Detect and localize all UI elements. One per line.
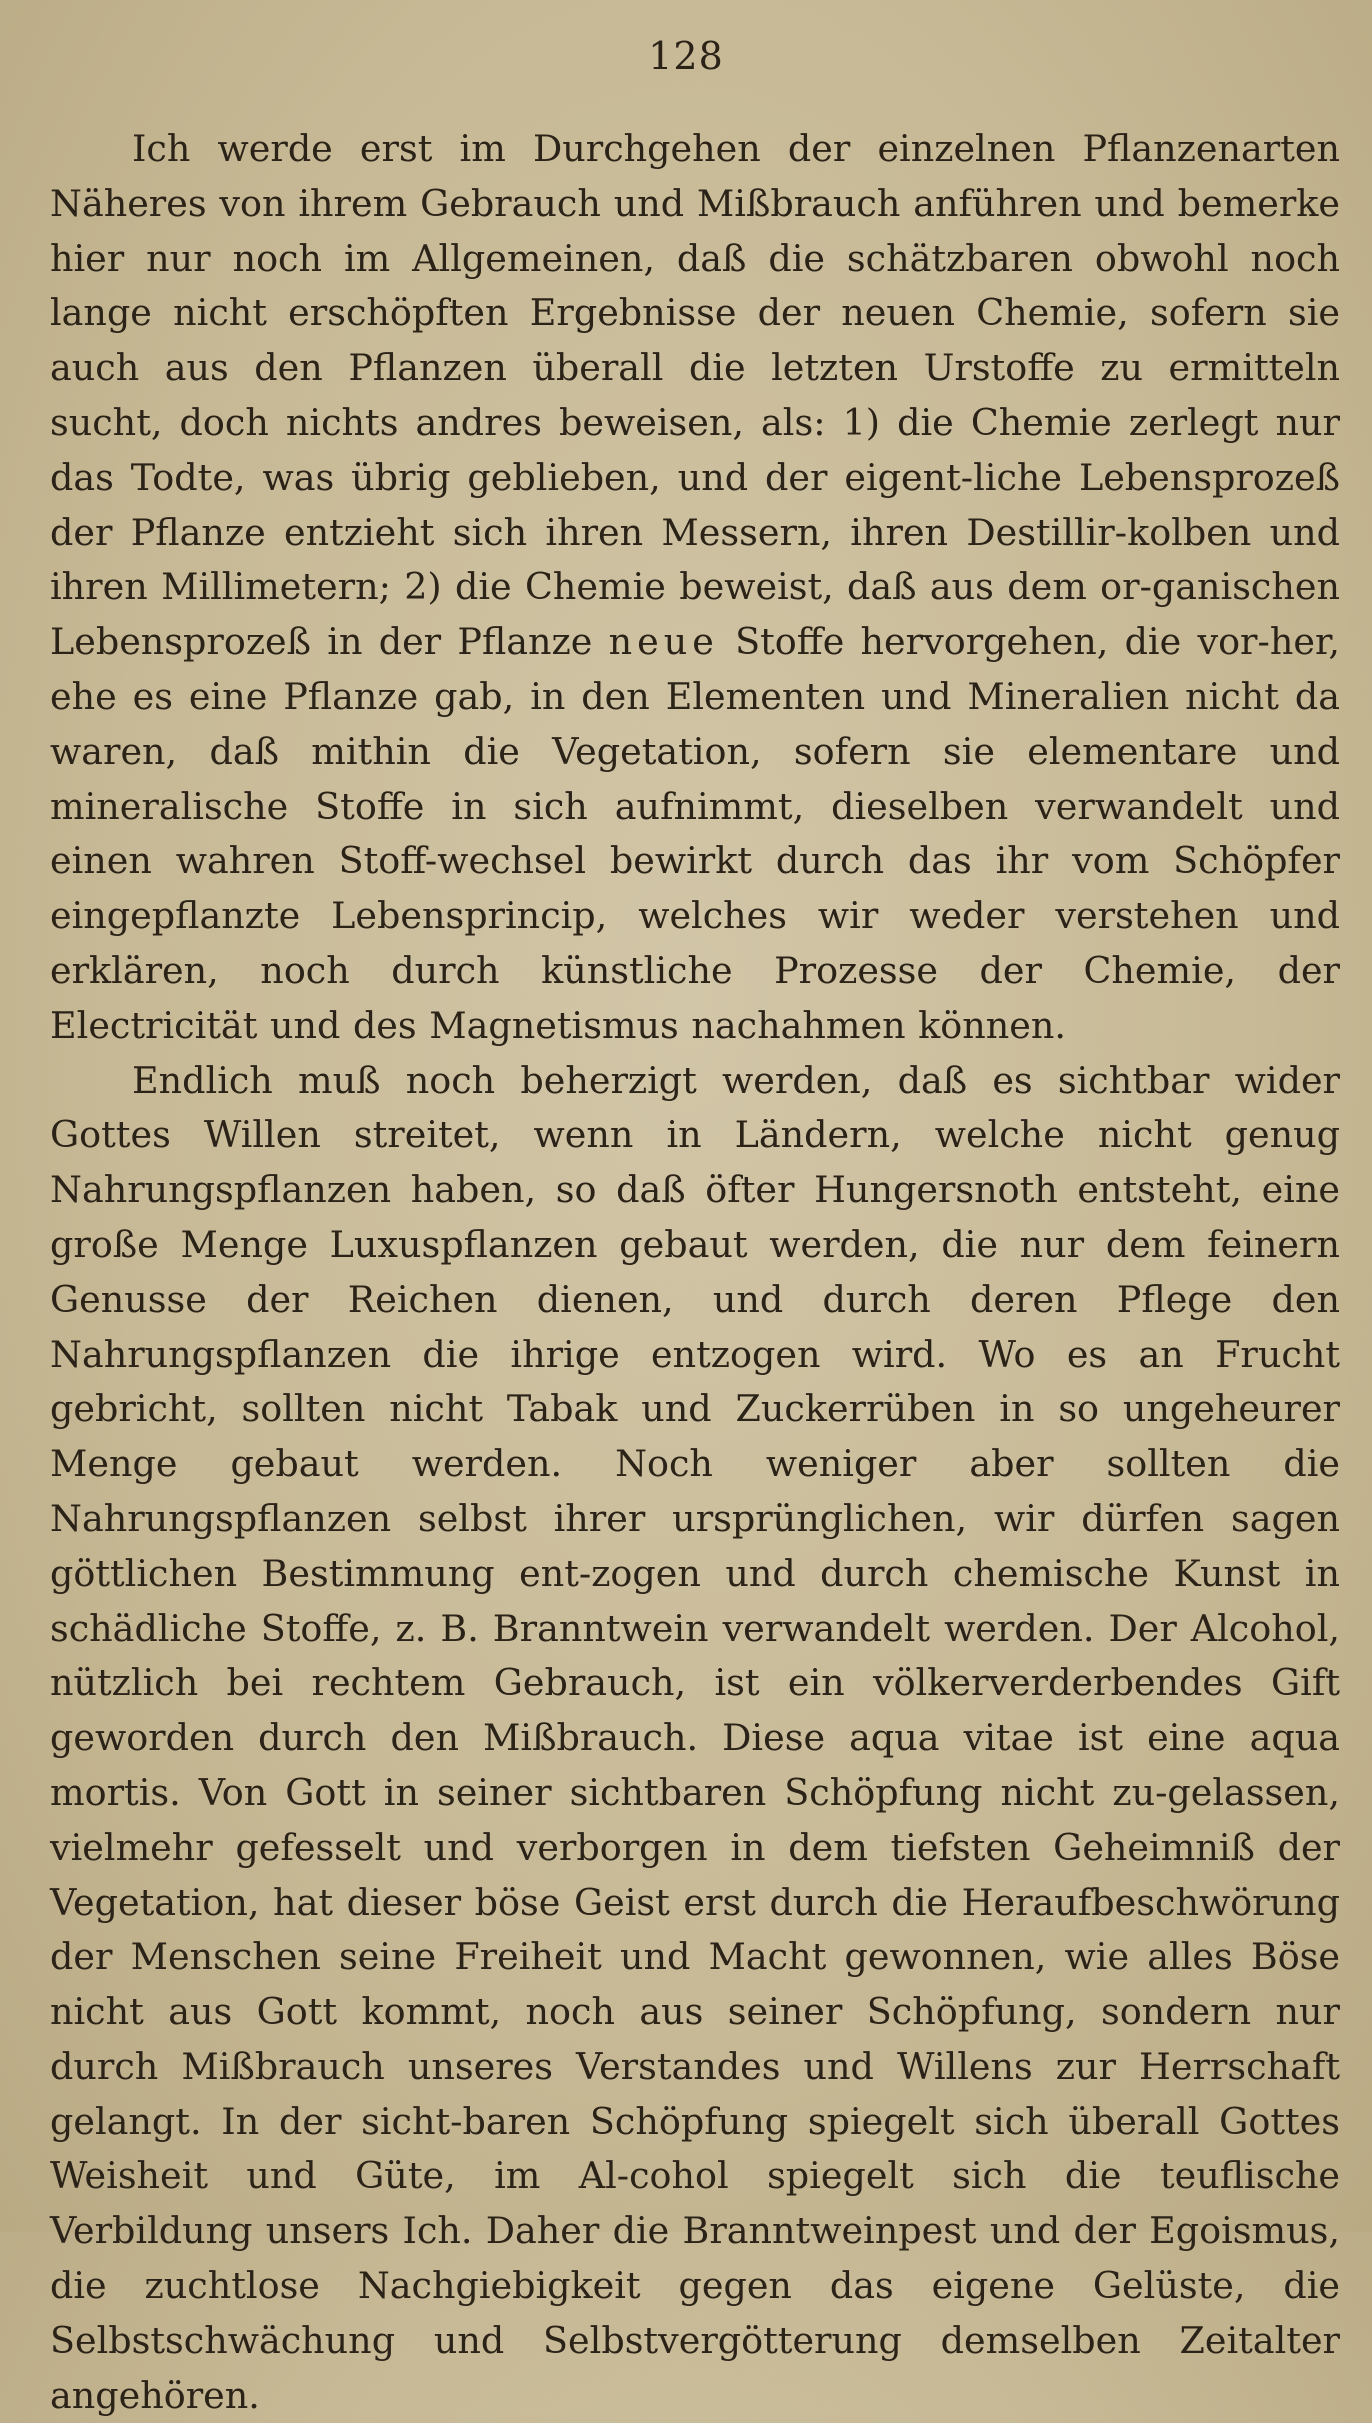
paragraph-1-text-b: Stoffe hervorgehen, die vor-her, ehe es eine Pflanze gab, in den Elementen und Mineralien nicht da waren, daß mithin die Vegetation, sofern sie elementare und mineralische Stoffe in sich aufnimmt, dieselben verwandelt und einen wahren Stoff-wechsel bewirkt durch das ihr vom Schöpfer eingepflanzte Lebensprincip, welches wir weder verstehen und erklären, noch durch künstliche Prozesse der Chemie, der Electricität und des Magnetismus nachahmen können. xyxy=(50,620,1340,1047)
paragraph-2 xyxy=(50,1054,1340,2423)
paragraph-1-text-a: Ich werde erst im Durchgehen der einzelnen Pflanzenarten Näheres von ihrem Gebrauch und Mißbrauch anführen und bemerke hier nur noch im Allgemeinen, daß die schätzbaren obwohl noch lange nicht erschöpften Ergebnisse der neuen Chemie, sofern sie auch aus den Pflanzen überall die letzten Urstoffe zu ermitteln sucht, doch nichts andres beweisen, als: 1) die Chemie zerlegt nur das Todte, was übrig geblieben, und der eigent-liche Lebensprozeß der Pflanze entzieht sich ihren Messern, ihren Destillir-kolben und ihren Millimetern; 2) die Chemie beweist, daß aus dem or-ganischen Lebensprozeß in der Pflanze xyxy=(50,127,1340,664)
paragraph-2-text-b: ist eine xyxy=(1078,1716,1226,1760)
latin-phrase-2: aqua mortis. xyxy=(50,1716,1341,1814)
paragraph-1 xyxy=(50,122,1340,1054)
paragraph-2-text-a: Endlich muß noch beherzigt werden, daß es sichtbar wider Gottes Willen streitet, wenn in Ländern, welche nicht genug Nahrungspflanzen haben, so daß öfter Hungersnoth entsteht, eine große Menge Luxuspflanzen gebaut werden, die nur dem feinern Genusse der Reichen dienen, und durch deren Pflege den Nahrungspflanzen die ihrige entzogen wird. Wo es an Frucht gebricht, sollten nicht Tabak und Zuckerrüben in so ungeheurer Menge gebaut werden. Noch weniger aber sollten die Nahrungspflanzen selbst ihrer ursprünglichen, wir dürfen sagen göttlichen Bestimmung ent-zogen und durch chemische Kunst in schädliche Stoffe, z. B. Branntwein verwandelt werden. Der Alcohol, nützlich bei rechtem Gebrauch, ist ein völkerverderbendes Gift geworden durch den Mißbrauch. Diese xyxy=(50,1058,1340,1760)
latin-phrase-1: aqua vitae xyxy=(849,1716,1054,1760)
paragraph-2-text-c: Von Gott in seiner sichtbaren Schöpfung nicht zu-gelassen, vielmehr gefesselt und verborgen in dem tiefsten Geheimniß der Vegetation, hat dieser böse Geist erst durch die Heraufbeschwörung der Menschen seine Freiheit und Macht gewonnen, wie alles Böse nicht aus Gott kommt, noch aus seiner Schöpfung, sondern nur durch Mißbrauch unseres Verstandes und Willens zur Herrschaft gelangt. In der sicht-baren Schöpfung spiegelt sich überall Gottes Weisheit und Güte, im Al-cohol spiegelt sich die teuflische Verbildung unsers Ich. Daher die Branntweinpest und der Egoismus, die zuchtlose Nachgiebigkeit gegen das eigene Gelüste, die Selbstschwächung und Selbstvergötterung demselben Zeitalter angehören. xyxy=(50,1770,1340,2417)
body-text xyxy=(50,122,1340,2423)
emphasized-word: neue xyxy=(608,620,719,664)
page-number: 128 xyxy=(648,34,724,78)
